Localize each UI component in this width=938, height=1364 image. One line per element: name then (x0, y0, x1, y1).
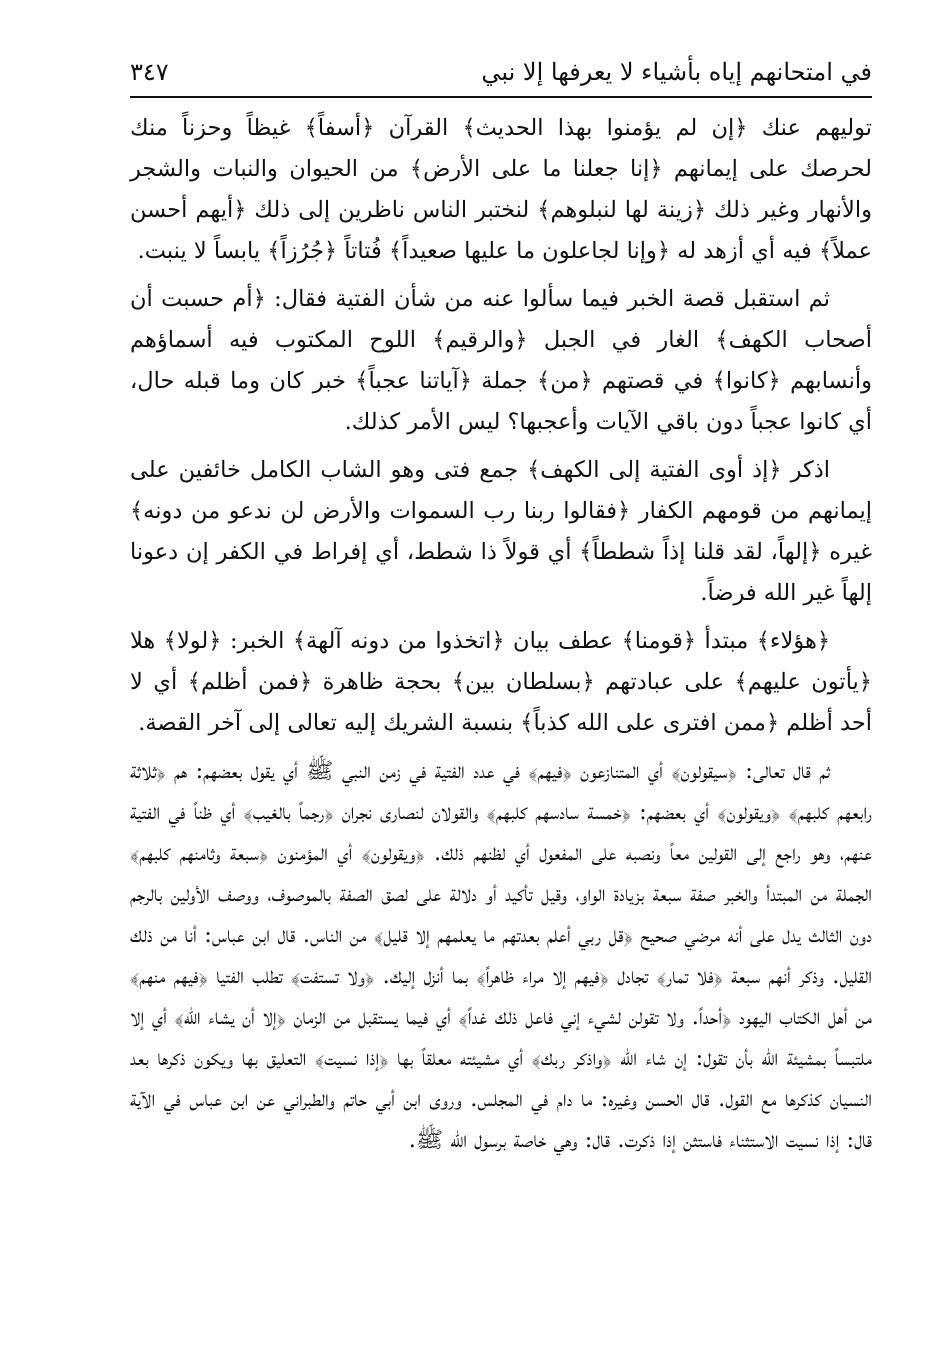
page-number: ٣٤٧ (130, 58, 169, 86)
paragraph-1: توليهم عنك ﴿إن لم يؤمنوا بهذا الحديث﴾ القرآن ﴿أسفاً﴾ غيظاً وحزناً منك لحرصك على إيمانهم ﴿إنا جعلنا ما على الأرض﴾ من الحيوان والنبات والشجر والأنهار وغير ذلك ﴿زينة لها لنبلوهم﴾ لنختبر الناس ناظرين إلى ذلك ﴿أيهم أحسن عملاً﴾ فيه أي أزهد له ﴿وإنا لجاعلون ما عليها صعيداً﴾ فُتاتاً ﴿جُرُزاً﴾ يابساً لا ينبت. (130, 115, 872, 264)
paragraph-5: ثم قال تعالى: ﴿سيقولون﴾ أي المتنازعون ﴿فيهم﴾ في عدد الفتية في زمن النبي ﷺ أي يقول بعضهم: هم ﴿ثلاثة رابعهم كلبهم﴾ ﴿ويقولون﴾ أي بعضهم: ﴿خمسة سادسهم كلبهم﴾ والقولان لنصارى نجران ﴿رجماً بالغيب﴾ أي ظناً في الفتية عنهم، وهو راجع إلى القولين معاً ونصبه على المفعول أي لظنهم ذلك. ﴿ويقولون﴾ أي المؤمنون ﴿سبعة وثامنهم كلبهم﴾ الجملة من المبتدأ والخبر صفة سبعة بزيادة الواو، وقيل تأكيد أو دلالة على لصق الصفة بالموصوف، ووصف الأولين بالرجم دون الثالث يدل على أنه مرضي صحيح ﴿قل ربي أعلم بعدتهم ما يعلمهم إلا قليل﴾ من الناس. قال ابن عباس: أنا من ذلك القليل. وذكر أنهم سبعة ﴿فلا تمار﴾ تجادل ﴿فيهم إلا مراء ظاهراً﴾ بما أنزل إليك. ﴿ولا تستفت﴾ تطلب الفتيا ﴿فيهم منهم﴾ من أهل الكتاب اليهود ﴿أحداً. ولا تقولن لشيء إني فاعل ذلك غداً﴾ أي فيما يستقبل من الزمان ﴿إلا أن يشاء الله﴾ أي إلا ملتبساً بمشيئة الله بأن تقول: إن شاء الله ﴿واذكر ربك﴾ أي مشيئته معلقاً بها ﴿إذا نسيت﴾ التعليق بها ويكون ذكرها بعد النسيان كذكرها مع القول. قال الحسن وغيره: ما دام في المجلس. وروى ابن أبي حاتم والطبراني عن ابن عباس في الآية قال: إذا نسيت الاستثناء فاستثن إذا ذكرت. قال: وهي خاصة برسول الله ﷺ. (130, 758, 872, 1153)
running-head (130, 52, 872, 92)
paragraph-3: اذكر ﴿إذ أوى الفتية إلى الكهف﴾ جمع فتى وهو الشاب الكامل خائفين على إيمانهم من قومهم الكفار ﴿فقالوا ربنا رب السموات والأرض لن ندعو من دونه﴾ غيره ﴿إلهاً، لقد قلنا إذاً شططاً﴾ أي قولاً ذا شطط، أي إفراط في الكفر إن دعونا إلهاً غير الله فرضاً. (130, 457, 872, 606)
paragraph-2: ثم استقبل قصة الخبر فيما سألوا عنه من شأن الفتية فقال: ﴿أم حسبت أن أصحاب الكهف﴾ الغار في الجبل ﴿والرقيم﴾ اللوح المكتوب فيه أسماؤهم وأنسابهم ﴿كانوا﴾ في قصتهم ﴿من﴾ جملة ﴿آياتنا عجباً﴾ خبر كان وما قبله حال، أي كانوا عجباً دون باقي الآيات وأعجبها؟ ليس الأمر كذلك. (130, 286, 872, 435)
paragraph-4: ﴿هؤلاء﴾ مبتدأ ﴿قومنا﴾ عطف بيان ﴿اتخذوا من دونه آلهة﴾ الخبر: ﴿لولا﴾ هلا ﴿يأتون عليهم﴾ على عبادتهم ﴿بسلطان بين﴾ بحجة ظاهرة ﴿فمن أظلم﴾ أي لا أحد أظلم ﴿ممن افترى على الله كذباً﴾ بنسبة الشريك إليه تعالى إلى آخر القصة. (130, 628, 872, 736)
chapter-title: في امتحانهم إياه بأشياء لا يعرفها إلا نبي (481, 58, 872, 86)
text-body (130, 108, 872, 1168)
header-rule (130, 96, 872, 98)
